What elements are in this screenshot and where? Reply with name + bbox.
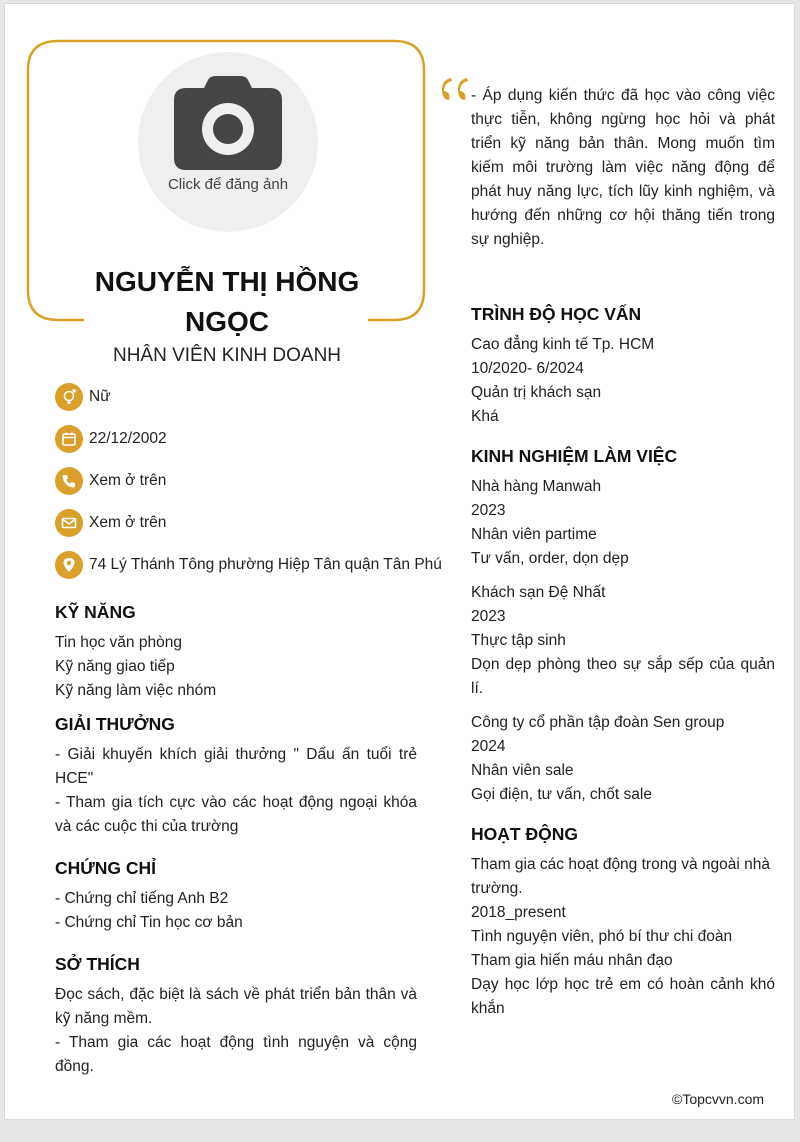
location-icon — [55, 551, 83, 579]
contact-address — [55, 544, 455, 586]
experience-section — [471, 446, 775, 807]
hobbies-title: SỞ THÍCH — [55, 954, 140, 974]
job-position: Thực tập sinh — [471, 632, 566, 649]
experience-entry — [471, 711, 775, 807]
skill-item: Kỹ năng làm việc nhóm — [55, 682, 217, 699]
job-description: Tư vấn, order, dọn dẹp — [471, 550, 629, 567]
gender-value: Nữ — [89, 388, 111, 405]
job-title: NHÂN VIÊN KINH DOANH — [112, 345, 342, 366]
experience-title: KINH NGHIỆM LÀM VIỆC — [471, 446, 678, 466]
job-position: Nhân viên partime — [471, 526, 597, 543]
contact-email — [55, 502, 455, 544]
education-section — [471, 304, 775, 429]
activity-item: Tham gia hiến máu nhân đạo — [471, 952, 673, 969]
activities-title: HOẠT ĐỘNG — [471, 824, 578, 844]
certificates-section — [55, 858, 417, 935]
activities-section — [471, 824, 775, 1021]
address-value: 74 Lý Thánh Tông phường Hiệp Tân quận Tân Phú — [89, 556, 442, 573]
education-grade: Khá — [471, 408, 499, 425]
photo-caption: Click để đăng ảnh — [167, 176, 289, 193]
job-year: 2023 — [471, 502, 506, 519]
calendar-icon — [55, 425, 83, 453]
phone-icon — [55, 467, 83, 495]
job-year: 2024 — [471, 738, 506, 755]
job-company: Nhà hàng Manwah — [471, 478, 602, 495]
full-name — [56, 262, 398, 342]
contact-birthday — [55, 418, 455, 460]
activity-org: Tham gia các hoạt động trong và ngoài nhà trường. — [471, 856, 771, 897]
skills-title: KỸ NĂNG — [55, 602, 136, 622]
experience-entry — [471, 581, 775, 701]
education-school: Cao đẳng kinh tế Tp. HCM — [471, 336, 655, 353]
experience-entry — [471, 475, 775, 571]
job-position: Nhân viên sale — [471, 762, 574, 779]
name-line-1: NGUYỄN THỊ HỒNG — [94, 266, 360, 297]
job-description: Gọi điện, tư vấn, chốt sale — [471, 786, 652, 803]
job-company: Khách sạn Đệ Nhất — [471, 584, 606, 601]
award-item: - Tham gia tích cực vào các hoạt động ngoại khóa và các cuộc thi của trường — [55, 794, 417, 835]
phone-value: Xem ở trên — [89, 472, 167, 489]
email-value: Xem ở trên — [89, 514, 167, 531]
activity-period: 2018_present — [471, 904, 566, 921]
certificate-item: - Chứng chỉ tiếng Anh B2 — [55, 890, 229, 907]
contact-phone — [55, 460, 455, 502]
avatar-upload[interactable] — [138, 52, 318, 232]
job-description: Dọn dẹp phòng theo sự sắp sếp của quản lí. — [471, 656, 775, 697]
birthday-value: 22/12/2002 — [89, 430, 167, 447]
education-major: Quản trị khách sạn — [471, 384, 602, 401]
education-title: TRÌNH ĐỘ HỌC VẤN — [471, 304, 642, 324]
awards-section — [55, 714, 417, 839]
activity-item: Dạy học lớp học trẻ em có hoàn cảnh khó khắn — [471, 976, 775, 1017]
job-year: 2023 — [471, 608, 506, 625]
gender-icon — [55, 383, 83, 411]
job-company: Công ty cổ phần tập đoàn Sen group — [471, 714, 725, 731]
career-objective: - Áp dụng kiến thức đã học vào công việc thực tiễn, không ngừng học hỏi và phát triển kỹ năng bản thân. Mong muốn tìm kiếm môi trường làm việc năng động để phát huy năng lực, tích lũy kinh nghiệm, và hướng đến những cơ hội thăng tiến trong sự nghiệp. — [471, 87, 775, 248]
certificate-item: - Chứng chỉ Tin học cơ bản — [55, 914, 243, 931]
camera-icon — [174, 76, 282, 170]
skill-item: Kỹ năng giao tiếp — [55, 658, 175, 675]
contact-list — [55, 376, 455, 586]
skills-section — [55, 602, 417, 703]
awards-title: GIẢI THƯỞNG — [55, 714, 175, 734]
quote-icon — [438, 70, 470, 104]
hobbies-section — [55, 954, 417, 1079]
contact-gender — [55, 376, 455, 418]
name-line-2: NGỌC — [185, 306, 269, 337]
hobby-item: Đọc sách, đặc biệt là sách về phát triển bản thân và kỹ năng mềm. — [55, 986, 417, 1027]
activity-item: Tình nguyện viên, phó bí thư chi đoàn — [471, 928, 733, 945]
certificates-title: CHỨNG CHỈ — [55, 858, 157, 878]
email-icon — [55, 509, 83, 537]
hobby-item: - Tham gia các hoạt động tình nguyện và cộng đồng. — [55, 1034, 417, 1075]
award-item: - Giải khuyến khích giải thưởng " Dấu ấn tuổi trẻ HCE" — [55, 746, 417, 787]
education-period: 10/2020- 6/2024 — [471, 360, 584, 377]
skill-item: Tin học văn phòng — [55, 634, 182, 651]
footer-credit[interactable]: ©Topcvvn.com — [672, 1091, 765, 1107]
